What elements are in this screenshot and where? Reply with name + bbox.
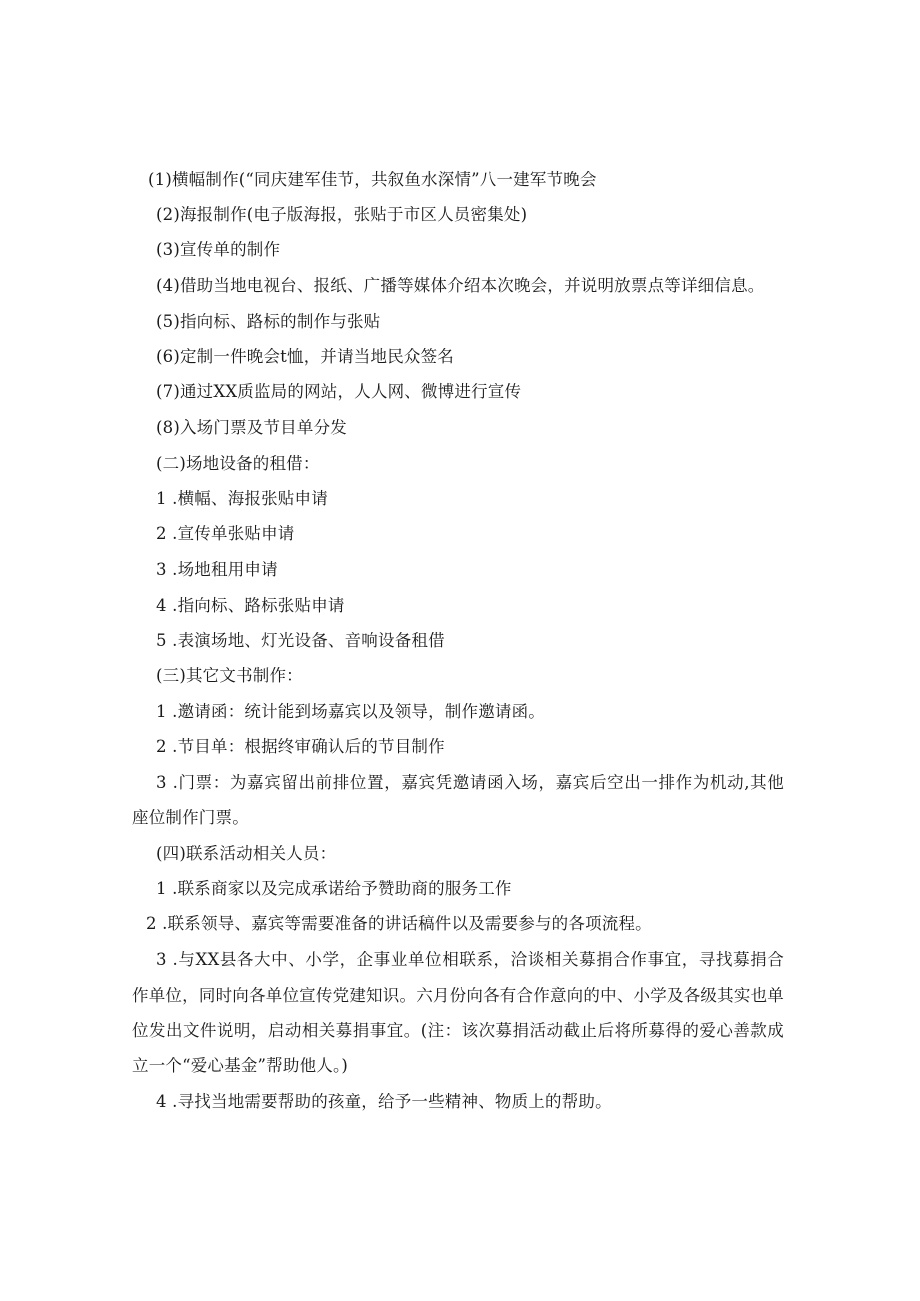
section-heading-4: (四)联系活动相关人员：	[156, 844, 337, 863]
list-item: 4 .寻找当地需要帮助的孩童，给予一些精神、物质上的帮助。	[156, 1092, 612, 1111]
list-item: 4 .指向标、路标张贴申请	[156, 596, 345, 615]
section-heading-2: (二)场地设备的租借：	[156, 454, 320, 473]
list-item: 1 .邀请函：统计能到场嘉宾以及领导，制作邀请函。	[156, 702, 545, 721]
item-poster: (2)海报制作(电子版海报，张贴于市区人员密集处)	[156, 205, 528, 224]
list-item: 2 .宣传单张贴申请	[156, 524, 295, 543]
item-media: (4)借助当地电视台、报纸、广播等媒体介绍本次晚会，并说明放票点等详细信息。	[156, 276, 765, 295]
item-signs: (5)指向标、路标的制作与张贴	[156, 312, 381, 331]
item-tshirt: (6)定制一件晚会t恤，并请当地民众签名	[156, 347, 455, 366]
list-item-donation-line-2: 作单位，同时向各单位宣传党建知识。六月份向各有合作意向的中、小学及各级其实也单	[132, 986, 784, 1005]
list-item: 5 .表演场地、灯光设备、音响设备租借	[156, 631, 445, 650]
item-tickets: (8)入场门票及节目单分发	[156, 418, 347, 437]
item-leaflet: (3)宣传单的制作	[156, 240, 281, 259]
list-item: 3 .场地租用申请	[156, 560, 278, 579]
list-item: 1 .联系商家以及完成承诺给予赞助商的服务工作	[156, 879, 512, 898]
list-item-ticket-line-1: 3 .门票：为嘉宾留出前排位置，嘉宾凭邀请函入场，嘉宾后空出一排作为机动,其他	[156, 773, 784, 792]
list-item-ticket-line-2: 座位制作门票。	[132, 808, 249, 827]
section-heading-3: (三)其它文书制作：	[156, 666, 303, 685]
list-item: 2 .节目单：根据终审确认后的节目制作	[156, 737, 445, 756]
list-item-donation-line-3: 位发出文件说明，启动相关募捐事宜。(注：该次募捐活动截止后将所募得的爱心善款成	[132, 1021, 784, 1040]
list-item-donation-line-4: 立一个“爱心基金”帮助他人。)	[132, 1056, 349, 1075]
item-banner: (1)横幅制作(“同庆建军佳节，共叙鱼水深情”八一建军节晚会	[148, 170, 597, 189]
list-item: 1 .横幅、海报张贴申请	[156, 489, 328, 508]
item-online: (7)通过XX质监局的网站，人人网、微博进行宣传	[156, 382, 522, 401]
list-item-donation-line-1: 3 .与XX县各大中、小学，企事业单位相联系，洽谈相关募捐合作事宜，寻找募捐合	[156, 950, 784, 969]
list-item: 2 .联系领导、嘉宾等需要准备的讲话稿件以及需要参与的各项流程。	[146, 914, 652, 933]
